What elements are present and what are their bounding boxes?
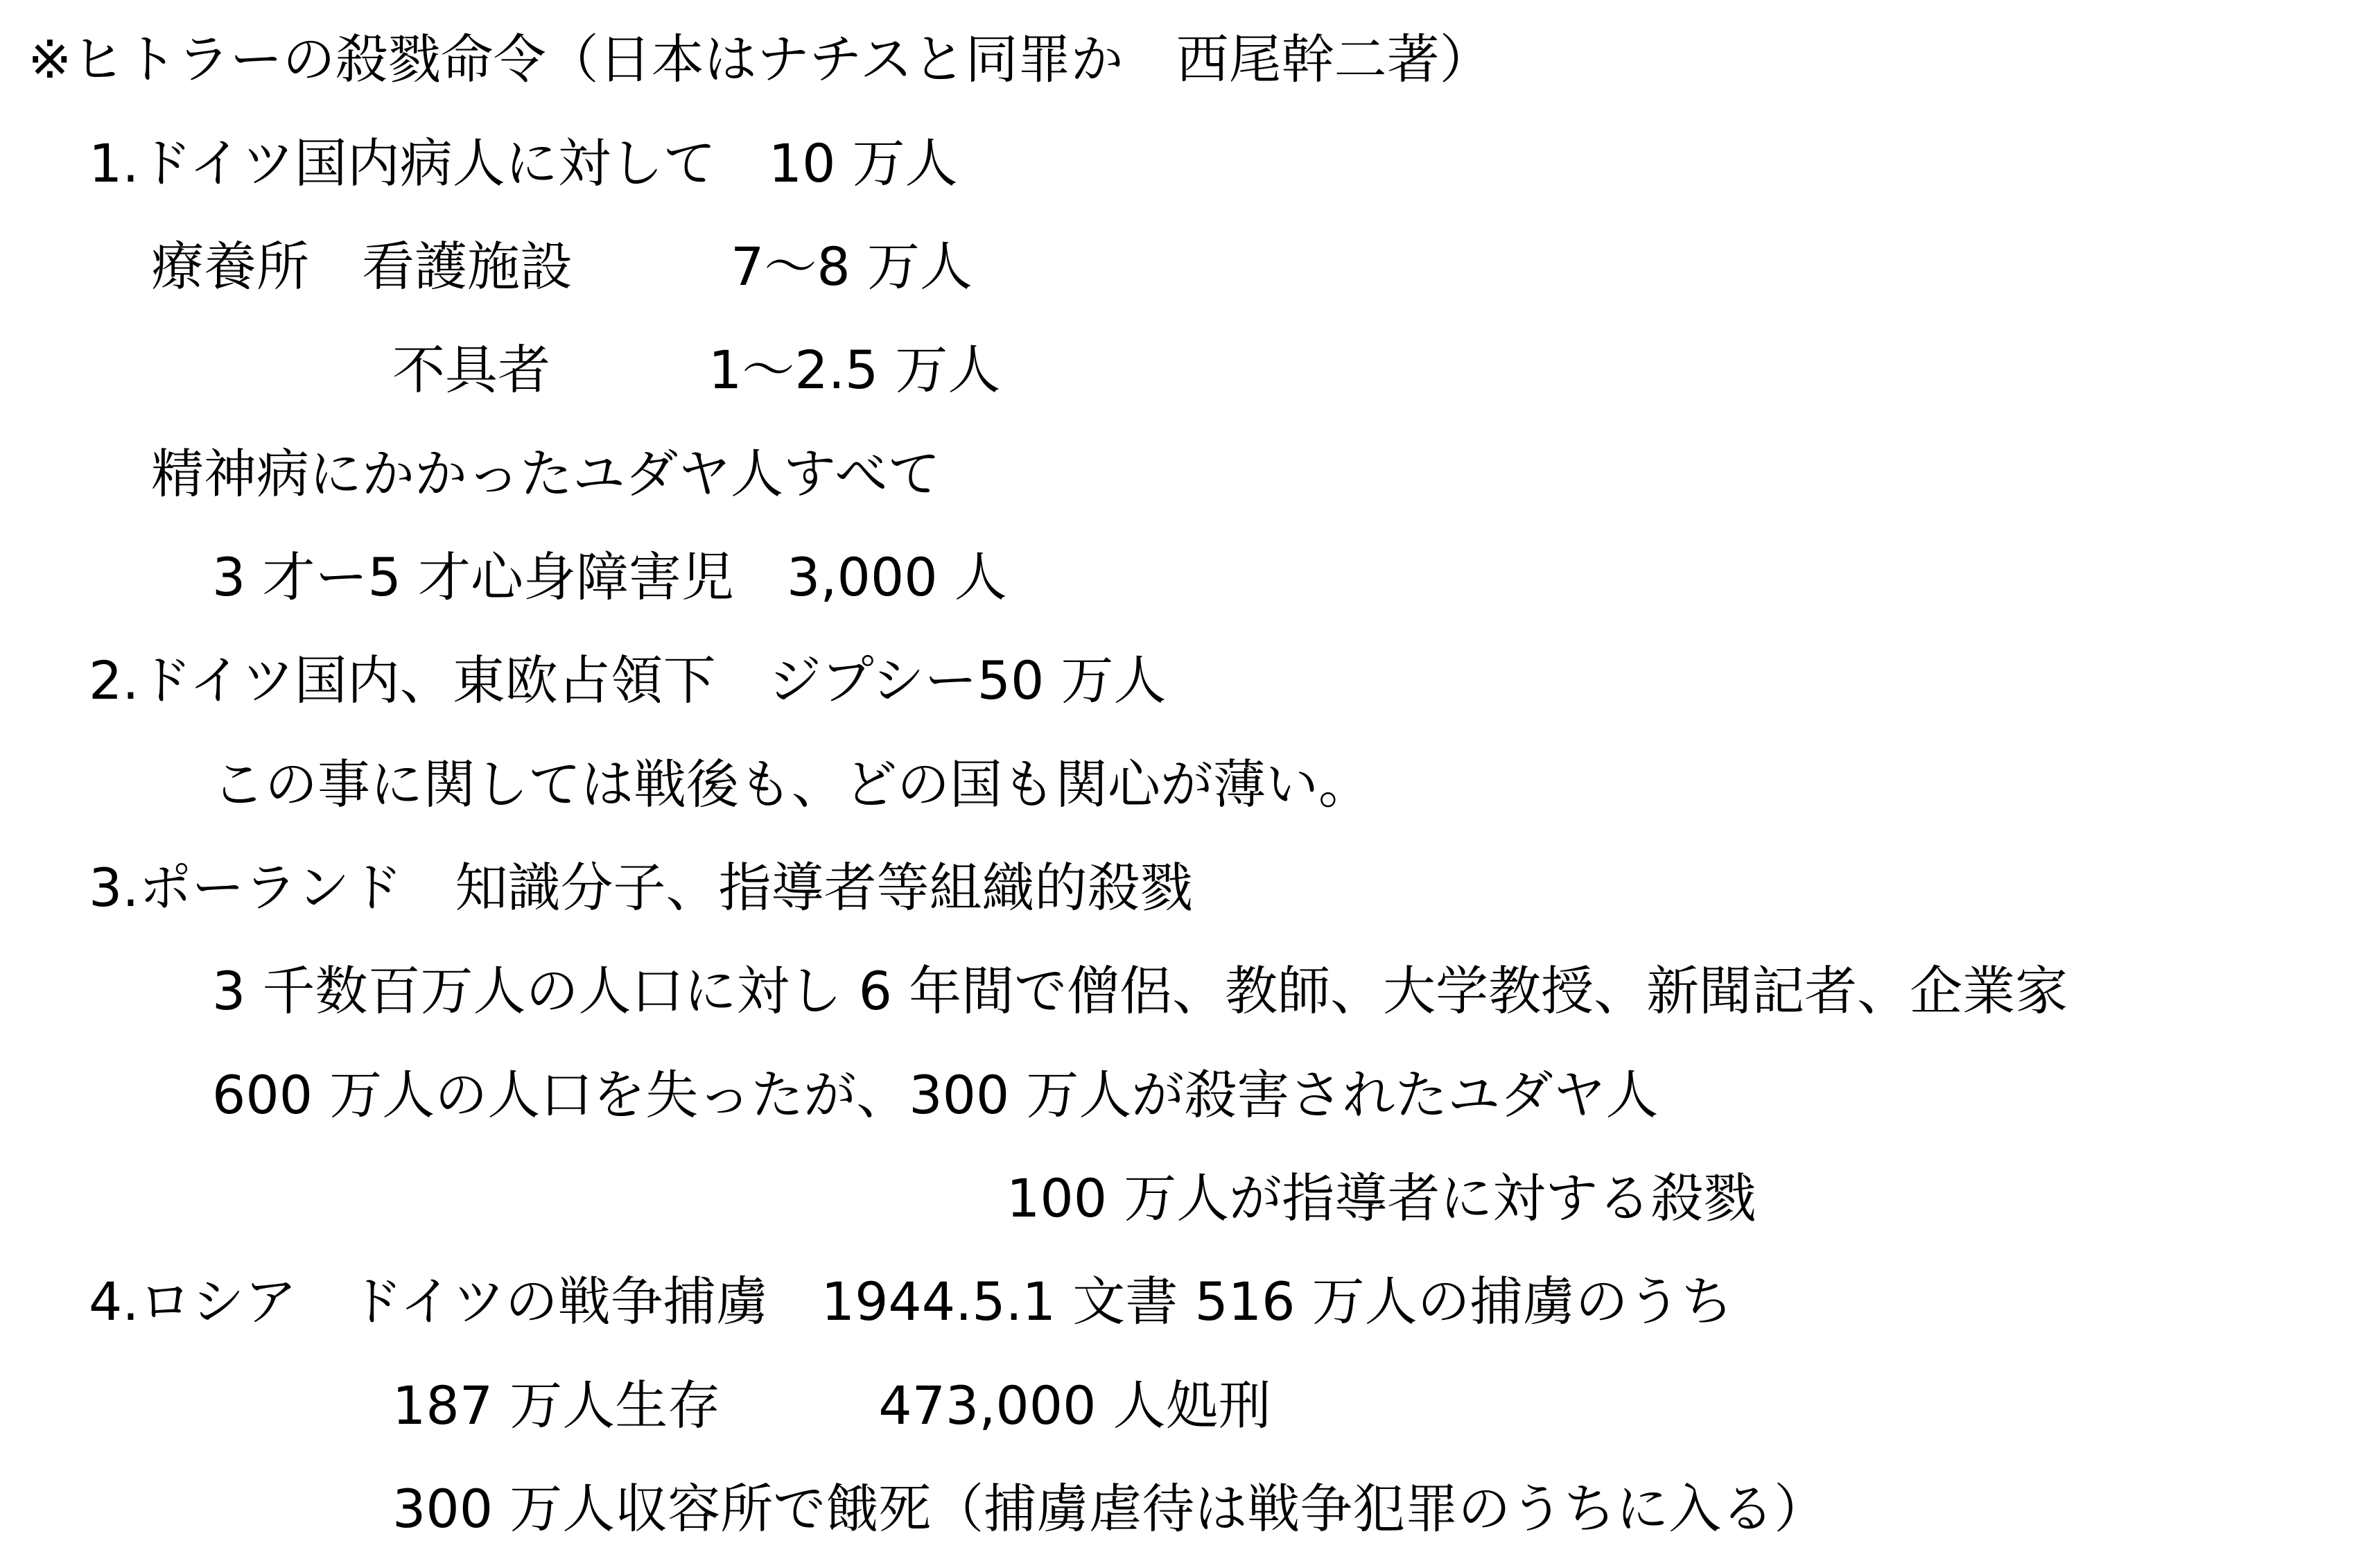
section-3-line-3: 100 万人が指導者に対する殺戮: [1006, 1167, 1756, 1229]
section-1-line-4: 3 才ー5 才心身障害児 3,000 人: [212, 546, 1007, 608]
section-1-line-3: 精神病にかかったユダヤ人すべて: [151, 443, 941, 505]
section-3-heading: 3.ポーランド 知識分子、指導者等組織的殺戮: [89, 857, 1193, 918]
section-1-heading: 1.ドイツ国内病人に対して 10 万人: [89, 132, 958, 194]
section-1-line-2: 不具者 1～2.5 万人: [392, 339, 1001, 401]
section-1-line-1: 療養所 看護施設 7～8 万人: [151, 236, 973, 297]
section-2-heading: 2.ドイツ国内、東欧占領下 ジプシー50 万人: [89, 650, 1167, 711]
section-4-heading: 4.ロシア ドイツの戦争捕虜 1944.5.1 文書 516 万人の捕虜のうち: [89, 1271, 1734, 1332]
document-title: ※ヒトラーの殺戮命令（日本はナチスと同罪か 西尾幹二著）: [28, 28, 1492, 90]
section-3-line-2: 600 万人の人口を失ったが、300 万人が殺害されたユダヤ人: [212, 1064, 1659, 1126]
section-4-line-1: 187 万人生存 473,000 人処刑: [392, 1375, 1271, 1436]
section-4-line-2: 300 万人収容所で餓死（捕虜虐待は戦争犯罪のうちに入る）: [392, 1478, 1827, 1540]
section-3-line-1: 3 千数百万人の人口に対し 6 年間で僧侶、教師、大学教授、新聞記者、企業家: [212, 960, 2068, 1022]
section-2-line-1: この事に関しては戦後も、どの国も関心が薄い。: [212, 753, 1371, 815]
